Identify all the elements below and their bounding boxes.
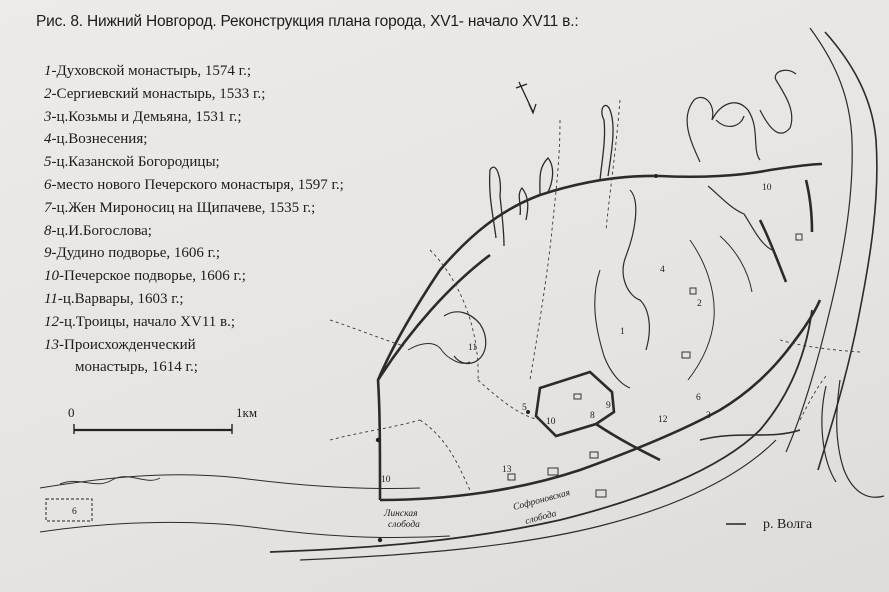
legend-item-text: ц.Жен Мироносиц на Щипачеве, 1535 г.; (56, 199, 316, 216)
map-label-5: 5 (522, 403, 527, 413)
legend-item-text: ц.И.Богослова; (56, 222, 152, 239)
legend-item-text: монастырь, 1614 г.; (75, 359, 198, 376)
map-label-13: 13 (502, 465, 512, 475)
legend-item-number: 1- (44, 63, 57, 79)
city-walls (378, 164, 822, 500)
map-label-6: 6 (696, 393, 701, 403)
building-markers (46, 174, 802, 542)
map-label-12: 12 (658, 415, 668, 425)
legend-item-number: 3- (44, 108, 57, 125)
legend-item-number: 10- (44, 268, 64, 285)
label-street-sloboda: слобода (524, 508, 558, 527)
label-street: Софроновская (512, 488, 572, 513)
label-linskaya: Линская (384, 509, 418, 519)
legend-item-number: 2- (44, 85, 57, 102)
legend-item-number: 11- (44, 290, 63, 307)
scale-bar (68, 405, 257, 434)
legend-item-text: Происхожденческий (64, 336, 196, 353)
label-sloboda: слобода (388, 520, 420, 530)
river-label-group (726, 517, 813, 532)
map-label-8: 8 (590, 411, 595, 421)
oka-riverbank (40, 310, 812, 560)
map-label-6-west: 6 (72, 507, 77, 517)
legend-item-number: 4- (44, 131, 57, 148)
scale-start-label: 0 (68, 405, 75, 420)
legend-item-text: место нового Печерского монастыря, 1597 г.; (56, 176, 344, 193)
legend-item-number: 9- (44, 245, 57, 262)
map-label-10-a: 10 (546, 417, 556, 427)
legend-item-text: ц.Козьмы и Демьяна, 1531 г.; (56, 108, 242, 125)
legend-item-text: ц.Казанской Богородицы; (56, 154, 220, 171)
legend-item-text: ц.Троицы, начало XV11 в.; (64, 313, 236, 330)
legend-item-text: Дудино подворье, 1606 г.; (56, 245, 221, 262)
legend-item-text: Духовской монастырь, 1574 г.; (56, 63, 252, 79)
river-label: р. Волга (763, 517, 813, 532)
legend-item-text: Печерское подворье, 1606 г.; (64, 268, 246, 285)
map-label-10-c: 10 (381, 475, 391, 485)
map-label-9: 9 (606, 401, 611, 411)
legend-item-number: 12- (44, 313, 64, 330)
volga-river (700, 28, 884, 497)
map-number-labels (72, 183, 772, 517)
map-label-4: 4 (660, 265, 665, 275)
map-label-11: 11 (468, 343, 478, 353)
legend-item-number: 5- (44, 154, 57, 171)
legend-item-text: Сергиевский монастырь, 1533 г.; (56, 85, 266, 102)
map-label-10-b: 10 (762, 183, 772, 193)
map-label-2: 2 (697, 299, 702, 309)
north-arrow-icon (516, 82, 536, 113)
legend-item-number: 13- (44, 336, 64, 353)
map-label-1: 1 (620, 327, 625, 337)
legend-item-number: 8- (44, 222, 57, 239)
legend-item-number: 7- (44, 199, 57, 216)
scale-end-label: 1км (236, 405, 258, 420)
figure-caption: Рис. 8. Нижний Новгород. Реконструкция плана города, XV1- начало XV11 в.: (36, 13, 579, 30)
map-label-3: 3 (706, 411, 711, 421)
legend-item-text: ц.Варвары, 1603 г.; (62, 290, 184, 307)
legend-item-text: ц.Вознесения; (56, 131, 148, 148)
legend-item-number: 6- (44, 176, 57, 193)
ravines (408, 70, 796, 388)
